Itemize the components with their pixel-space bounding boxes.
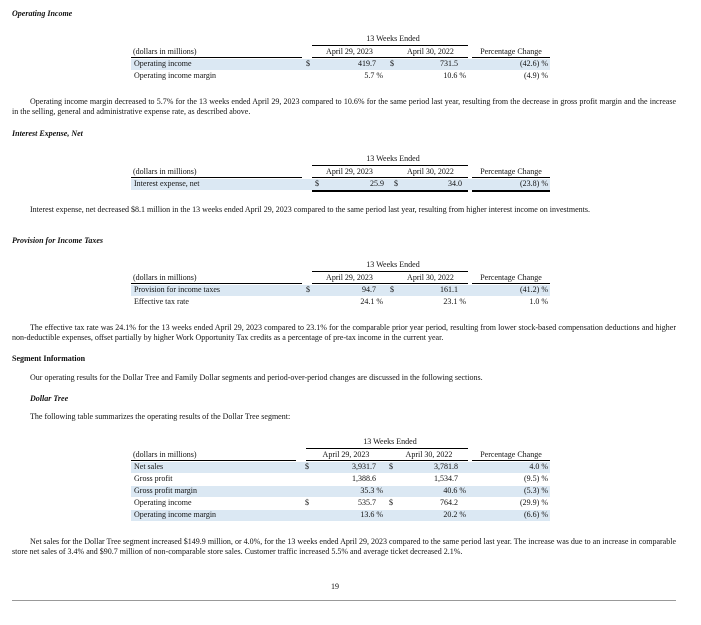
dollar-sign: $ (305, 462, 309, 471)
dollar-sign: $ (305, 498, 309, 507)
value-pct: 4.0 % (529, 462, 548, 471)
value-pct: (6.6) % (524, 510, 548, 519)
period-header: 13 Weeks Ended (366, 154, 420, 163)
dollar-sign: $ (394, 179, 398, 188)
value-2022: 23.1 % (443, 297, 466, 306)
heading-interest-expense: Interest Expense, Net (12, 129, 83, 138)
table-row-label: Interest expense, net (134, 179, 200, 188)
dollar-sign: $ (315, 179, 319, 188)
dollar-tree-intro: The following table summarizes the operating results of the Dollar Tree segment: (30, 412, 291, 421)
dollar-sign: $ (390, 285, 394, 294)
value-2022: 3,781.8 (434, 462, 458, 471)
value-pct: (23.8) % (520, 179, 548, 188)
value-pct: (9.5) % (524, 474, 548, 483)
column-2023: April 29, 2023 (326, 47, 373, 56)
column-pct: Percentage Change (480, 273, 542, 282)
value-2023: 25.9 (370, 179, 384, 188)
value-pct: (5.3) % (524, 486, 548, 495)
value-2022: 34.0 (448, 179, 462, 188)
value-2022: 764.2 (440, 498, 458, 507)
value-2023: 94.7 (362, 285, 376, 294)
paragraph-segment-info: Our operating results for the Dollar Tree and Family Dollar segments and period-over-period changes are discussed in the following sections. (30, 373, 483, 382)
paragraph-dollar-tree: Net sales for the Dollar Tree segment increased $149.9 million, or 4.0%, for the 13 weeks ended April 29, 2023 compared to the same period last year. The increase was due to an increase in comparable store net sales of 3.4% and $90.7 million of non-comparable store sales. Customer traffic increased 5.5% and average ticket decreased 2.1%. (12, 537, 676, 556)
value-2023: 35.3 % (360, 486, 383, 495)
table-row-label: Net sales (134, 462, 164, 471)
paragraph-provision-tax: The effective tax rate was 24.1% for the 13 weeks ended April 29, 2023 compared to 23.1% for the comparable prior year period, resulting from lower stock-based compensation deductions and higher non-deductible expenses, offset partially by higher Work Opportunity Tax credits as a percentage of pre-tax income in the current year. (12, 323, 676, 342)
value-pct: (41.2) % (520, 285, 548, 294)
value-2022: 1,534.7 (434, 474, 458, 483)
value-pct: (42.6) % (520, 59, 548, 68)
value-2022: 20.2 % (443, 510, 466, 519)
heading-segment-info: Segment Information (12, 354, 86, 363)
value-pct: (29.9) % (520, 498, 548, 507)
value-2022: 731.5 (440, 59, 458, 68)
table-row-label: Operating income margin (134, 71, 217, 80)
paragraph-operating-income: Operating income margin decreased to 5.7% for the 13 weeks ended April 29, 2023 compared to 10.6% for the same period last year, resulting from the decrease in gross profit margin and the increase in the selling, general and administrative expense rate, as described above. (12, 97, 676, 116)
dollar-sign: $ (390, 59, 394, 68)
period-header: 13 Weeks Ended (366, 260, 420, 269)
column-label: (dollars in millions) (133, 273, 197, 282)
value-2022: 40.6 % (443, 486, 466, 495)
dollar-sign: $ (306, 285, 310, 294)
table-row-label: Provision for income taxes (134, 285, 220, 294)
heading-provision-tax: Provision for Income Taxes (12, 236, 104, 245)
column-2022: April 30, 2022 (405, 450, 453, 459)
dollar-sign: $ (389, 462, 393, 471)
value-2023: 3,931.7 (352, 462, 376, 471)
value-pct: 1.0 % (529, 297, 548, 306)
table-row-label: Gross profit margin (134, 486, 197, 495)
dollar-sign: $ (389, 498, 393, 507)
column-2023: April 29, 2023 (322, 450, 370, 459)
heading-dollar-tree: Dollar Tree (30, 394, 69, 403)
value-2023: 419.7 (358, 59, 376, 68)
period-header: 13 Weeks Ended (366, 34, 420, 43)
column-label: (dollars in millions) (133, 450, 197, 459)
column-pct: Percentage Change (480, 47, 542, 56)
table-row-label: Gross profit (134, 474, 173, 483)
column-label: (dollars in millions) (133, 47, 197, 56)
value-2023: 24.1 % (360, 297, 383, 306)
column-2022: April 30, 2022 (407, 167, 454, 176)
table-row-label: Operating income margin (134, 510, 217, 519)
paragraph-interest-expense: Interest expense, net decreased $8.1 million in the 13 weeks ended April 29, 2023 compared to the same period last year, resulting from higher interest income on investments. (30, 205, 590, 214)
value-2023: 535.7 (358, 498, 376, 507)
column-pct: Percentage Change (480, 450, 542, 459)
column-2022: April 30, 2022 (407, 273, 454, 282)
column-2023: April 29, 2023 (326, 273, 373, 282)
heading-operating-income: Operating Income (12, 9, 73, 18)
value-2023: 5.7 % (364, 71, 383, 80)
value-2023: 1,388.6 (352, 474, 376, 483)
page-number: 19 (331, 582, 339, 591)
value-2022: 10.6 % (443, 71, 466, 80)
period-header: 13 Weeks Ended (363, 437, 417, 446)
dollar-sign: $ (306, 59, 310, 68)
table-row-label: Operating income (134, 59, 192, 68)
table-row-label: Effective tax rate (134, 297, 189, 306)
value-pct: (4.9) % (524, 71, 548, 80)
table-row-label: Operating income (134, 498, 192, 507)
column-label: (dollars in millions) (133, 167, 197, 176)
column-pct: Percentage Change (480, 167, 542, 176)
value-2022: 161.1 (440, 285, 458, 294)
value-2023: 13.6 % (360, 510, 383, 519)
column-2022: April 30, 2022 (407, 47, 454, 56)
column-2023: April 29, 2023 (326, 167, 373, 176)
